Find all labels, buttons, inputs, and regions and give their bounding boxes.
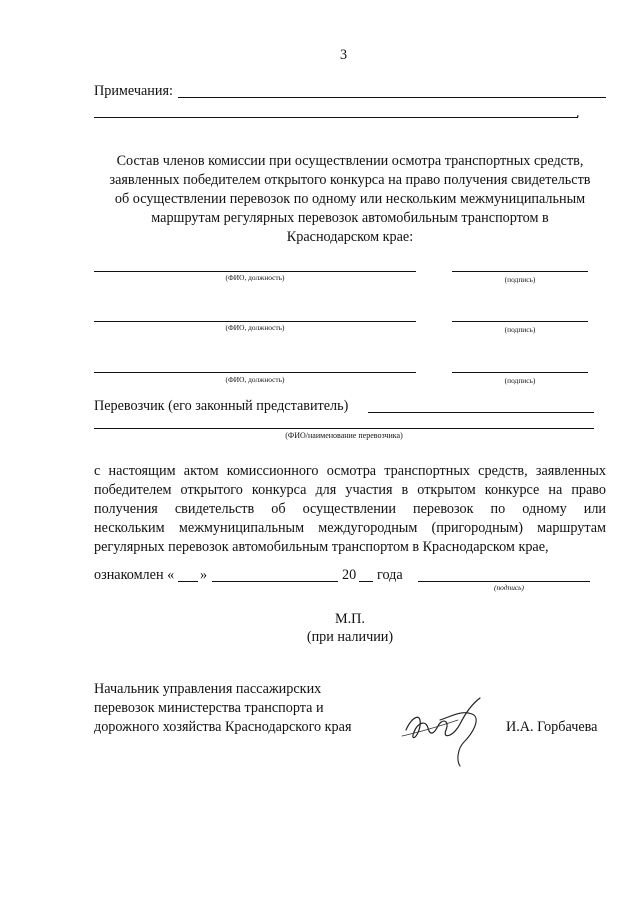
member-fio-caption-3: (ФИО, должность): [225, 375, 285, 384]
act-line-4: нескольким межмуниципальным междугородным (пригородным) маршрутам: [94, 520, 606, 536]
member-sign-line-3[interactable]: [452, 372, 588, 373]
member-sign-line-1[interactable]: [452, 271, 588, 272]
commission-line-3: об осуществлении перевозок по одному или нескольким межмуниципальным: [114, 191, 586, 207]
notes-end-dot: .: [576, 105, 580, 121]
carrier-caption: (ФИО/наименование перевозчика): [285, 431, 403, 440]
member-fio-line-1[interactable]: [94, 271, 416, 272]
acquainted-year-line[interactable]: [359, 581, 373, 582]
commission-line-1: Состав членов комиссии при осуществлении осмотра транспортных средств,: [116, 153, 584, 169]
member-sign-line-2[interactable]: [452, 321, 588, 322]
notes-label: Примечания:: [94, 83, 173, 99]
act-line-1: с настоящим актом комиссионного осмотра транспортных средств, заявленных: [94, 463, 606, 479]
page-number: 3: [340, 47, 348, 63]
commission-line-5: Краснодарском крае:: [286, 229, 414, 245]
stamp-mp: М.П.: [335, 611, 365, 627]
acquainted-prefix: ознакомлен «: [94, 567, 175, 583]
commission-line-2: заявленных победителем открытого конкурса на право получения свидетельств: [109, 172, 591, 188]
signatory-title-line-2: перевозок министерства транспорта и: [94, 700, 324, 716]
member-fio-caption-1: (ФИО, должность): [225, 273, 285, 282]
carrier-line-2[interactable]: [94, 428, 594, 429]
member-fio-line-3[interactable]: [94, 372, 416, 373]
member-sign-caption-1: (подпись): [504, 275, 536, 284]
acquainted-sign-line[interactable]: [418, 581, 590, 582]
notes-line-1[interactable]: [178, 97, 606, 98]
acquainted-day-line[interactable]: [178, 581, 198, 582]
member-fio-caption-2: (ФИО, должность): [225, 323, 285, 332]
acquainted-year-suffix: года: [377, 567, 403, 583]
member-sign-caption-2: (подпись): [504, 325, 536, 334]
handwritten-signature: [400, 690, 510, 770]
commission-heading: [94, 152, 606, 247]
act-text: [94, 462, 606, 557]
stamp-note: (при наличии): [306, 629, 394, 645]
acquainted-quote-close: »: [200, 567, 208, 583]
acquainted-month-line[interactable]: [212, 581, 338, 582]
act-line-3: получения свидетельств об осуществлении перевозок по одному или: [94, 501, 606, 517]
carrier-line-1[interactable]: [368, 412, 594, 413]
act-line-2: победителем открытого конкурса для участия в открытом конкурсе на право: [94, 482, 606, 498]
signatory-title: [94, 680, 351, 737]
acquainted-year-prefix: 20: [342, 567, 357, 583]
signatory-title-line-3: дорожного хозяйства Краснодарского края: [94, 719, 352, 735]
signatory-name: И.А. Горбачева: [506, 719, 598, 735]
member-sign-caption-3: (подпись): [504, 376, 536, 385]
notes-line-2[interactable]: [94, 117, 578, 118]
carrier-label: Перевозчик (его законный представитель): [94, 398, 349, 414]
commission-line-4: маршрутам регулярных перевозок автомобильным транспортом в: [151, 210, 549, 226]
act-line-5: регулярных перевозок автомобильным транспортом в Краснодарском крае,: [94, 539, 549, 555]
signatory-title-line-1: Начальник управления пассажирских: [94, 681, 322, 697]
member-fio-line-2[interactable]: [94, 321, 416, 322]
acquainted-sign-caption: (подпись): [494, 583, 524, 592]
